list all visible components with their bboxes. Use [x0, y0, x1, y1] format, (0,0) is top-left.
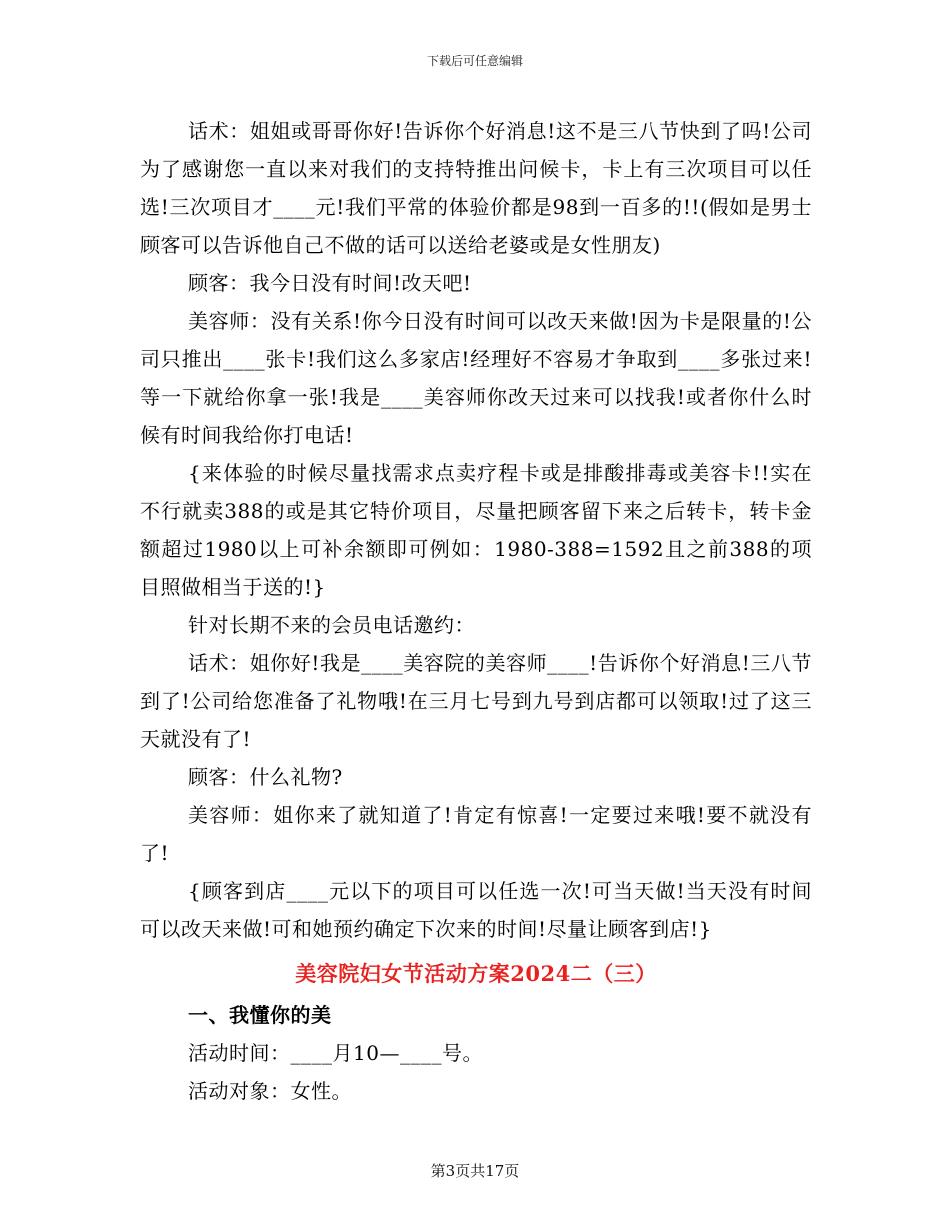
paragraph-customer-reply-1: 顾客：我今日没有时间!改天吧!: [188, 271, 472, 295]
paragraph-visit-note: {顾客到店____元以下的项目可以任选一次!可当天做!当天没有时间可以改天来做!可和她预约确定下次来的时间!尽量让顾客到店!}: [140, 879, 812, 941]
document-body: [140, 112, 812, 1110]
activity-time: 活动时间：____月10—____号。: [188, 1041, 483, 1065]
activity-target: 活动对象：女性。: [188, 1079, 352, 1103]
page-header: 下载后可任意编辑: [426, 54, 523, 68]
paragraph-script-intro: 话术：姐姐或哥哥你好!告诉你个好消息!这不是三八节快到了吗!公司为了感谢您一直以来对我们的支持特推出问候卡，卡上有三次项目可以任选!三次项目才____元!我们平常的体验价都是98到一百多的!!(假如是男士顾客可以告诉他自己不做的话可以送给老婆或是女性朋友): [140, 119, 812, 257]
paragraph-script-member: 话术：姐你好!我是____美容院的美容师____!告诉你个好消息!三八节到了!公司给您准备了礼物哦!在三月七号到九号到店都可以领取!过了这三天就没有了!: [140, 651, 812, 751]
paragraph-beautician-reply-2: 美容师：姐你来了就知道了!肯定有惊喜!一定要过来哦!要不就没有了!: [140, 803, 812, 865]
paragraph-beautician-reply-1: 美容师：没有关系!你今日没有时间可以改天来做!因为卡是限量的!公司只推出____张卡!我们这么多家店!经理好不容易才争取到____多张过来!等一下就给你拿一张!我是____美容师你改天过来可以找我!或者你什么时候有时间我给你打电话!: [140, 309, 812, 447]
paragraph-member-invite-heading: 针对长期不来的会员电话邀约：: [188, 613, 475, 637]
paragraph-sales-note: {来体验的时候尽量找需求点卖疗程卡或是排酸排毒或美容卡!!实在不行就卖388的或是其它特价项目，尽量把顾客留下来之后转卡，转卡金额超过1980以上可补余额即可例如：1980-388=1592且之前388的项目照做相当于送的!}: [140, 461, 812, 599]
section-heading: 一、我懂你的美: [188, 1003, 332, 1027]
section-title: 美容院妇女节活动方案2024二（三）: [295, 961, 657, 986]
paragraph-customer-reply-2: 顾客：什么礼物?: [188, 765, 343, 789]
page-footer: 第3页共17页: [430, 1162, 520, 1180]
